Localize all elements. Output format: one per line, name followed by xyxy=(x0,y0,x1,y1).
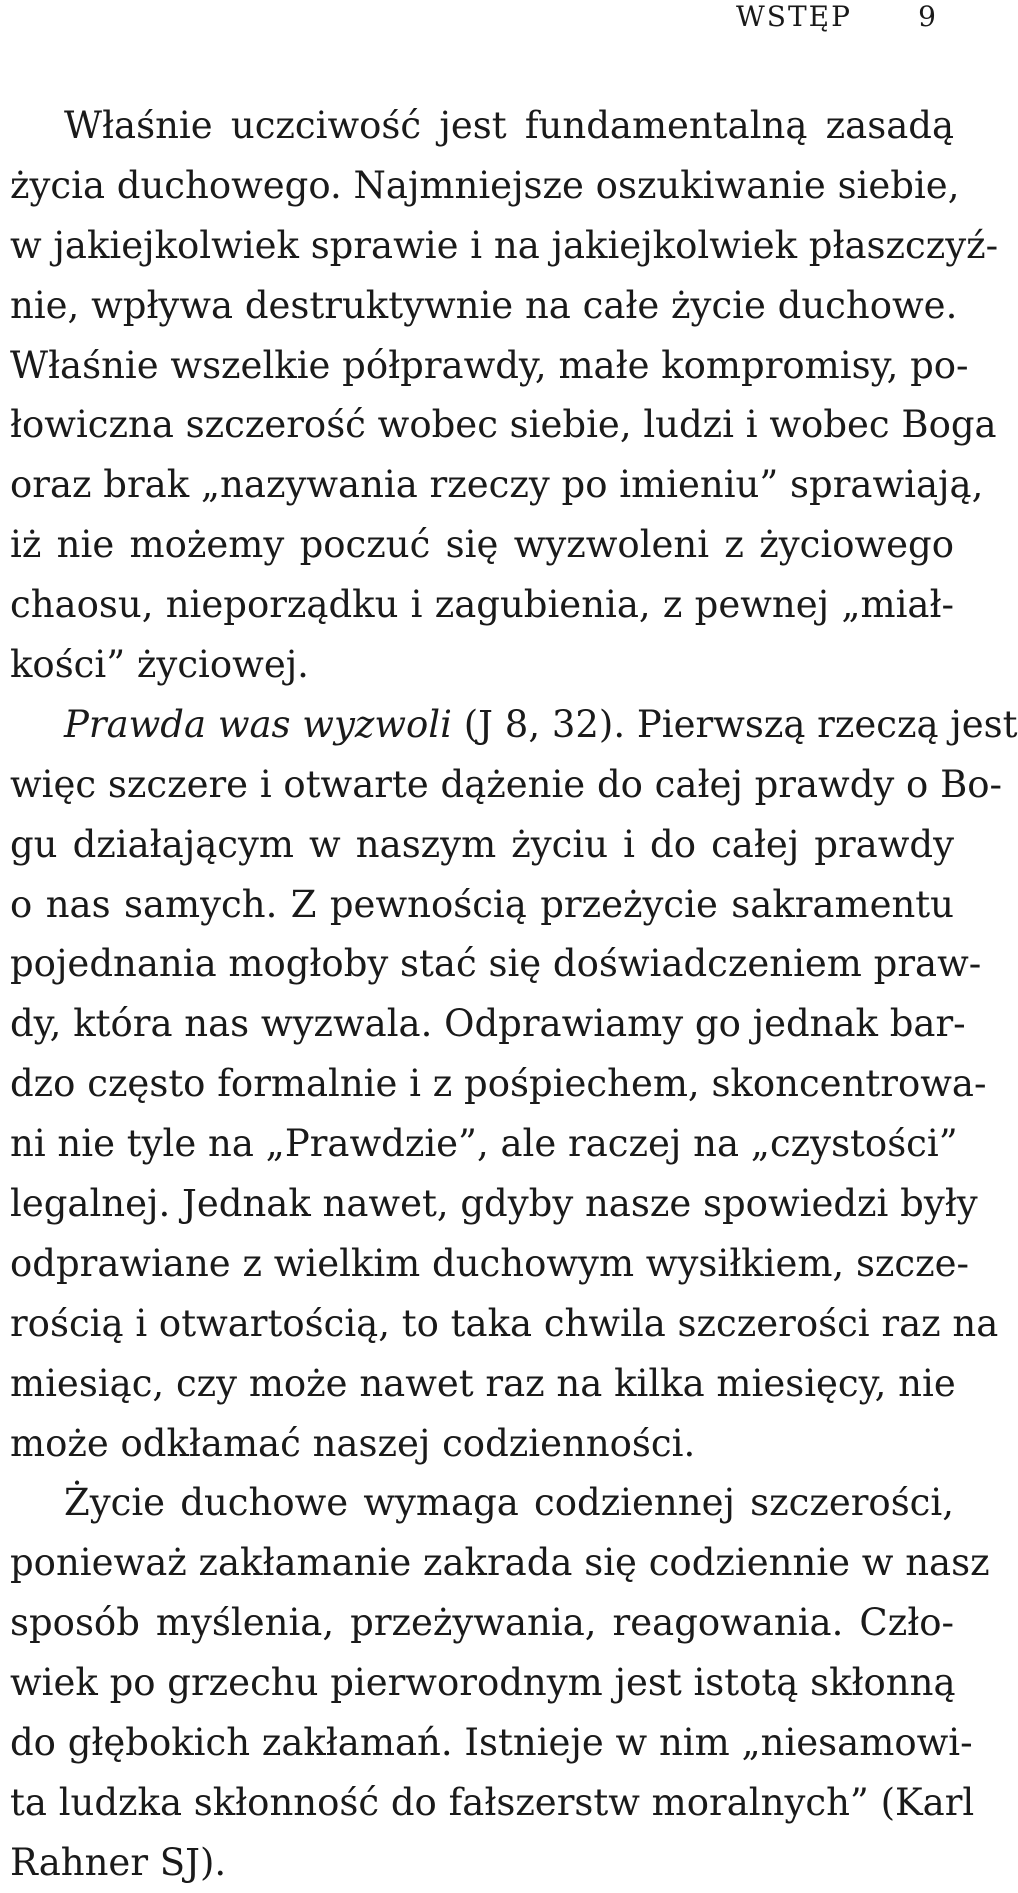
text-line: oraz brak „nazywania rzeczy po imieniu” sprawiają, xyxy=(10,463,984,507)
text-line-with-citation xyxy=(10,695,1018,755)
text-line: nie, wpływa destruktywnie na całe życie duchowe. xyxy=(10,283,958,327)
text-line: iż nie możemy poczuć się wyzwoleni z życiowego xyxy=(10,523,954,567)
running-head xyxy=(700,0,950,34)
scripture-quote: Prawda was wyzwoli xyxy=(64,702,452,746)
text-line: o nas samych. Z pewnością przeżycie sakramentu xyxy=(10,882,954,926)
section-title: WSTĘP xyxy=(736,0,852,33)
text-line: Właśnie wszelkie półprawdy, małe kompromisy, po- xyxy=(10,343,969,387)
text-line: gu działającym w naszym życiu i do całej prawdy xyxy=(10,822,954,866)
text-line: legalnej. Jednak nawet, gdyby nasze spowiedzi były xyxy=(10,1182,978,1226)
text-line: ponieważ zakłamanie zakrada się codziennie w nasz xyxy=(10,1541,990,1585)
text-line: do głębokich zakłamań. Istnieje w nim „niesamowi- xyxy=(10,1721,973,1765)
text-line: chaosu, nieporządku i zagubienia, z pewnej „miał- xyxy=(10,583,954,627)
text-line: odprawiane z wielkim duchowym wysiłkiem, szcze- xyxy=(10,1241,970,1285)
text-line: rością i otwartością, to taka chwila szczerości raz na xyxy=(10,1301,999,1345)
text-line: Rahner SJ). xyxy=(10,1840,227,1884)
page-number: 9 xyxy=(918,0,938,33)
text-line: w jakiejkolwiek sprawie i na jakiejkolwiek płaszczyź- xyxy=(10,223,999,267)
body-text xyxy=(10,96,1018,1893)
text-line: sposób myślenia, przeżywania, reagowania. Czło- xyxy=(10,1601,954,1645)
text-line: wiek po grzechu pierworodnym jest istotą skłonną xyxy=(10,1661,956,1705)
text-line: ni nie tyle na „Prawdzie”, ale raczej na „czystości” xyxy=(10,1122,958,1166)
text-line: ta ludzka skłonność do fałszerstw moralnych” (Karl xyxy=(10,1780,975,1824)
text-line: łowiczna szczerość wobec siebie, ludzi i wobec Boga xyxy=(10,403,997,447)
text-line: życia duchowego. Najmniejsze oszukiwanie siebie, xyxy=(10,163,960,207)
text-line: miesiąc, czy może nawet raz na kilka miesięcy, nie xyxy=(10,1361,956,1405)
text-line: kości” życiowej. xyxy=(10,643,309,687)
text-line: Właśnie uczciwość jest fundamentalną zasadą xyxy=(64,104,954,147)
text-line: dzo często formalnie i z pośpiechem, skoncentrowa- xyxy=(10,1062,987,1106)
text-line: więc szczere i otwarte dążenie do całej prawdy o Bo- xyxy=(10,762,1003,806)
text-line: dy, która nas wyzwala. Odprawiamy go jednak bar- xyxy=(10,1002,966,1046)
text-line: pojednania mogłoby stać się doświadczeniem praw- xyxy=(10,942,982,986)
text-line: może odkłamać naszej codzienności. xyxy=(10,1421,696,1465)
citation-continuation: (J 8, 32). Pierwszą rzeczą jest xyxy=(451,702,1018,746)
text-line: Życie duchowe wymaga codziennej szczerości, xyxy=(64,1481,954,1525)
